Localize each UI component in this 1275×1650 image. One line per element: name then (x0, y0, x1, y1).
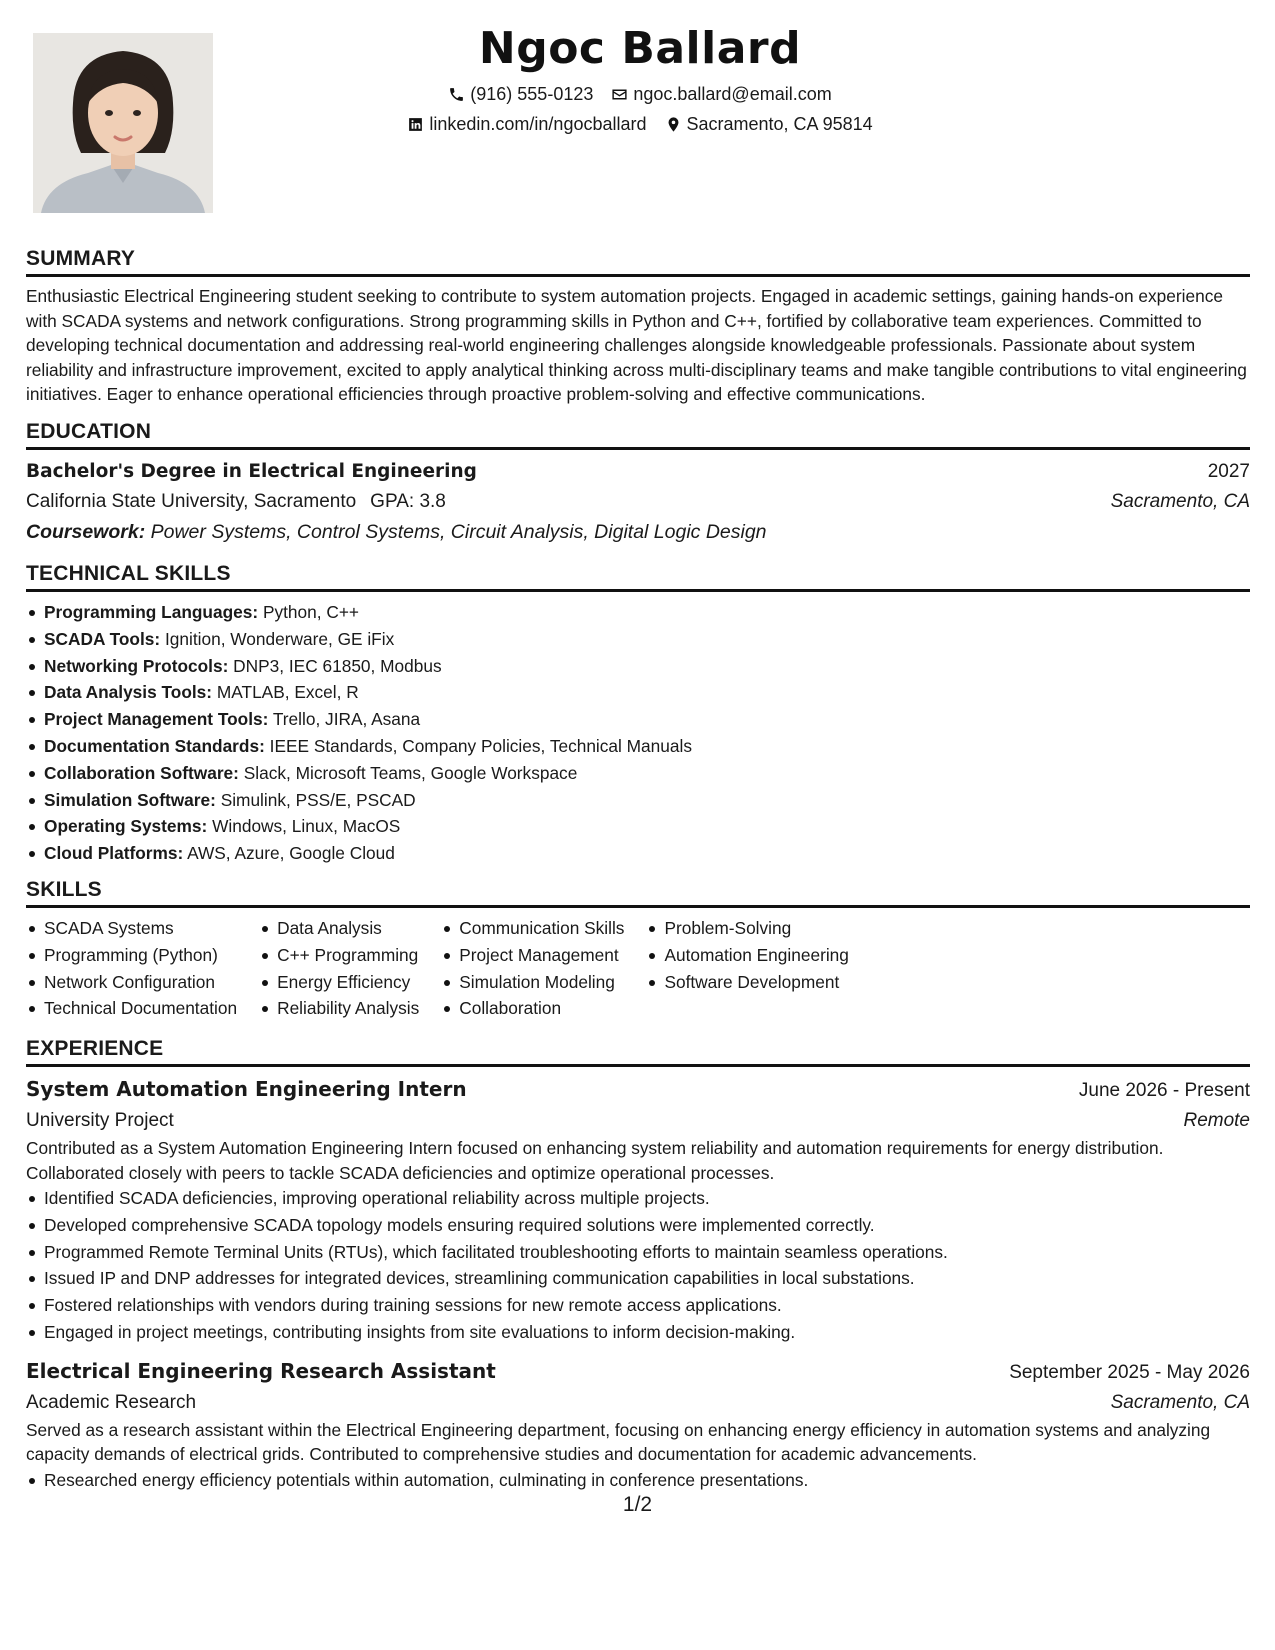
job-description: Contributed as a System Automation Engineering Intern focused on enhancing system reliability and automation requirements for energy distribution. Collaborated closely with peers to tackle SCADA deficiencies and optimize operational processes. (26, 1138, 1164, 1183)
location-text: Sacramento, CA 95814 (686, 114, 873, 134)
resume-body (26, 246, 1250, 1503)
list-item: C++ Programming (259, 942, 419, 969)
list-item: Fostered relationships with vendors during training sessions for new remote access applications. (26, 1292, 1250, 1319)
experience-entry-2 (26, 1356, 1250, 1494)
coursework-label: Coursework: (26, 520, 146, 543)
job-location: Sacramento, CA (1110, 1391, 1250, 1413)
linkedin-icon (407, 116, 424, 133)
list-item: Energy Efficiency (259, 969, 419, 996)
list-item (26, 840, 1250, 867)
candidate-name: Ngoc Ballard (478, 23, 802, 74)
portrait-image (33, 33, 213, 213)
list-item: Data Analysis (259, 915, 419, 942)
section-divider (26, 274, 1250, 277)
list-item: Engaged in project meetings, contributing insights from site evaluations to inform decision-making. (26, 1319, 1250, 1346)
list-item (26, 706, 1250, 733)
skill-values: MATLAB, Excel, R (216, 682, 359, 703)
linkedin-link[interactable]: linkedin.com/in/ngocballard (429, 114, 647, 134)
job-location: Remote (1183, 1110, 1250, 1132)
email-link[interactable]: ngoc.ballard@email.com (633, 84, 832, 104)
profile-photo (33, 33, 213, 213)
list-item: Automation Engineering (646, 942, 848, 969)
phone-number: (916) 555-0123 (470, 84, 594, 104)
school-name: California State University, Sacramento (26, 490, 357, 512)
list-item: Network Configuration (26, 969, 237, 996)
skill-values: Trello, JIRA, Asana (272, 709, 421, 730)
skill-category: Project Management Tools: (44, 709, 269, 730)
skills-section (26, 877, 1250, 1022)
list-item: Simulation Modeling (441, 969, 624, 996)
contact-location (665, 112, 873, 136)
skills-column-3 (441, 915, 624, 1022)
section-divider (26, 589, 1250, 592)
skills-grid (26, 915, 1250, 1022)
education-row-2 (26, 487, 1250, 517)
skill-category: Collaboration Software: (44, 762, 239, 783)
list-item: Issued IP and DNP addresses for integrated devices, streamlining communication capabilities in local substations. (26, 1265, 1250, 1292)
skill-values: Python, C++ (262, 601, 360, 622)
map-pin-icon (665, 116, 682, 133)
job-title: Electrical Engineering Research Assistant (26, 1358, 496, 1383)
job-organization: Academic Research (26, 1391, 197, 1413)
skill-category: Programming Languages: (44, 601, 259, 622)
list-item (26, 653, 1250, 680)
list-item: Communication Skills (441, 915, 624, 942)
page-number: 1/2 (622, 1493, 653, 1516)
graduation-year: 2027 (1207, 460, 1250, 482)
skill-values: Slack, Microsoft Teams, Google Workspace (243, 762, 578, 783)
job-header (26, 1074, 1250, 1106)
list-item: Programming (Python) (26, 942, 237, 969)
envelope-icon (611, 86, 628, 103)
list-item: Software Development (646, 969, 848, 996)
job-subheader (26, 1388, 1250, 1418)
phone-icon (448, 86, 465, 103)
section-title-summary: SUMMARY (26, 247, 136, 270)
skill-values: Windows, Linux, MacOS (212, 816, 401, 837)
skill-values: Ignition, Wonderware, GE iFix (164, 628, 395, 649)
list-item: Collaboration (441, 995, 624, 1022)
section-title-skills: SKILLS (26, 877, 102, 901)
school-location: Sacramento, CA (1110, 490, 1250, 512)
resume-header (240, 22, 1040, 136)
list-item: Problem-Solving (646, 915, 848, 942)
job-bullets (26, 1185, 1250, 1346)
technical-skills-section (26, 561, 1250, 867)
section-title-experience: EXPERIENCE (26, 1037, 164, 1061)
skill-category: Cloud Platforms: (44, 843, 184, 864)
degree-title: Bachelor's Degree in Electrical Engineering (26, 460, 477, 482)
job-dates: June 2026 - Present (1078, 1080, 1250, 1102)
job-header (26, 1356, 1250, 1388)
skill-values: Simulink, PSS/E, PSCAD (220, 789, 416, 810)
section-title-technical-skills: TECHNICAL SKILLS (26, 561, 231, 585)
skills-column-1 (26, 915, 237, 1022)
gpa: GPA: 3.8 (370, 490, 446, 512)
list-item: Project Management (441, 942, 624, 969)
skills-column-2 (259, 915, 419, 1022)
summary-section (26, 246, 1250, 407)
skill-category: Simulation Software: (44, 789, 216, 810)
list-item (26, 599, 1250, 626)
list-item (26, 626, 1250, 653)
list-item: Developed comprehensive SCADA topology models ensuring required solutions were implemented correctly. (26, 1212, 1250, 1239)
experience-section (26, 1036, 1250, 1493)
skill-category: Documentation Standards: (44, 735, 265, 756)
list-item: Identified SCADA deficiencies, improving operational reliability across multiple projects. (26, 1185, 1250, 1212)
coursework-list: Power Systems, Control Systems, Circuit Analysis, Digital Logic Design (150, 520, 767, 543)
job-organization: University Project (26, 1110, 174, 1132)
list-item: Programmed Remote Terminal Units (RTUs), which facilitated troubleshooting efforts to maintain seamless operations. (26, 1239, 1250, 1266)
job-title: System Automation Engineering Intern (26, 1077, 467, 1102)
job-dates: September 2025 - May 2026 (1009, 1361, 1250, 1383)
list-item (26, 733, 1250, 760)
experience-entry-1 (26, 1074, 1250, 1346)
skills-column-4 (646, 915, 848, 1022)
list-item: SCADA Systems (26, 915, 237, 942)
contact-email[interactable] (611, 82, 831, 106)
contact-linkedin[interactable] (407, 112, 646, 136)
skill-values: DNP3, IEC 61850, Modbus (233, 655, 442, 676)
list-item (26, 760, 1250, 787)
job-description: Served as a research assistant within the Electrical Engineering department, focusing on enhancing energy efficiency in automation systems and analyzing capacity demands of electrical grids. Contributed to comprehensive studies and documentation for academic advancements. (26, 1419, 1211, 1465)
job-bullets (26, 1467, 1250, 1494)
list-item: Researched energy efficiency potentials within automation, culminating in conference presentations. (26, 1467, 1250, 1494)
contact-row-secondary (240, 112, 1040, 136)
list-item: Technical Documentation (26, 995, 237, 1022)
list-item (26, 787, 1250, 814)
list-item: Reliability Analysis (259, 995, 419, 1022)
skill-values: AWS, Azure, Google Cloud (187, 843, 395, 864)
education-row-1 (26, 457, 1250, 487)
job-subheader (26, 1106, 1250, 1136)
skill-category: Operating Systems: (44, 816, 208, 837)
section-title-education: EDUCATION (26, 419, 152, 443)
list-item (26, 813, 1250, 840)
skill-category: Data Analysis Tools: (44, 682, 213, 703)
coursework (26, 517, 1250, 547)
contact-phone (448, 82, 593, 106)
skill-category: Networking Protocols: (44, 655, 229, 676)
list-item (26, 679, 1250, 706)
contact-row-primary (240, 82, 1040, 106)
summary-text: Enthusiastic Electrical Engineering student seeking to contribute to system automation projects. Engaged in academic settings, gaining hands-on experience with SCADA systems and network configurations. Strong programming skills in Python and C++, fortified by collaborative team experiences. Committed to developing technical documentation and addressing real-world engineering challenges alongside knowledgeable professionals. Passionate about system reliability and infrastructure improvement, excited to apply analytical thinking across multi-disciplinary teams and make tangible contributions to vital engineering initiatives. Eager to enhance operational efficiencies through proactive problem-solving and effective communications. (26, 286, 1247, 405)
skill-values: IEEE Standards, Company Policies, Technical Manuals (269, 735, 692, 756)
skill-category: SCADA Tools: (44, 628, 161, 649)
section-divider (26, 1064, 1250, 1067)
school-info (26, 487, 446, 517)
section-divider (26, 905, 1250, 908)
section-divider (26, 447, 1250, 450)
technical-skills-list (26, 599, 1250, 867)
education-section (26, 419, 1250, 547)
